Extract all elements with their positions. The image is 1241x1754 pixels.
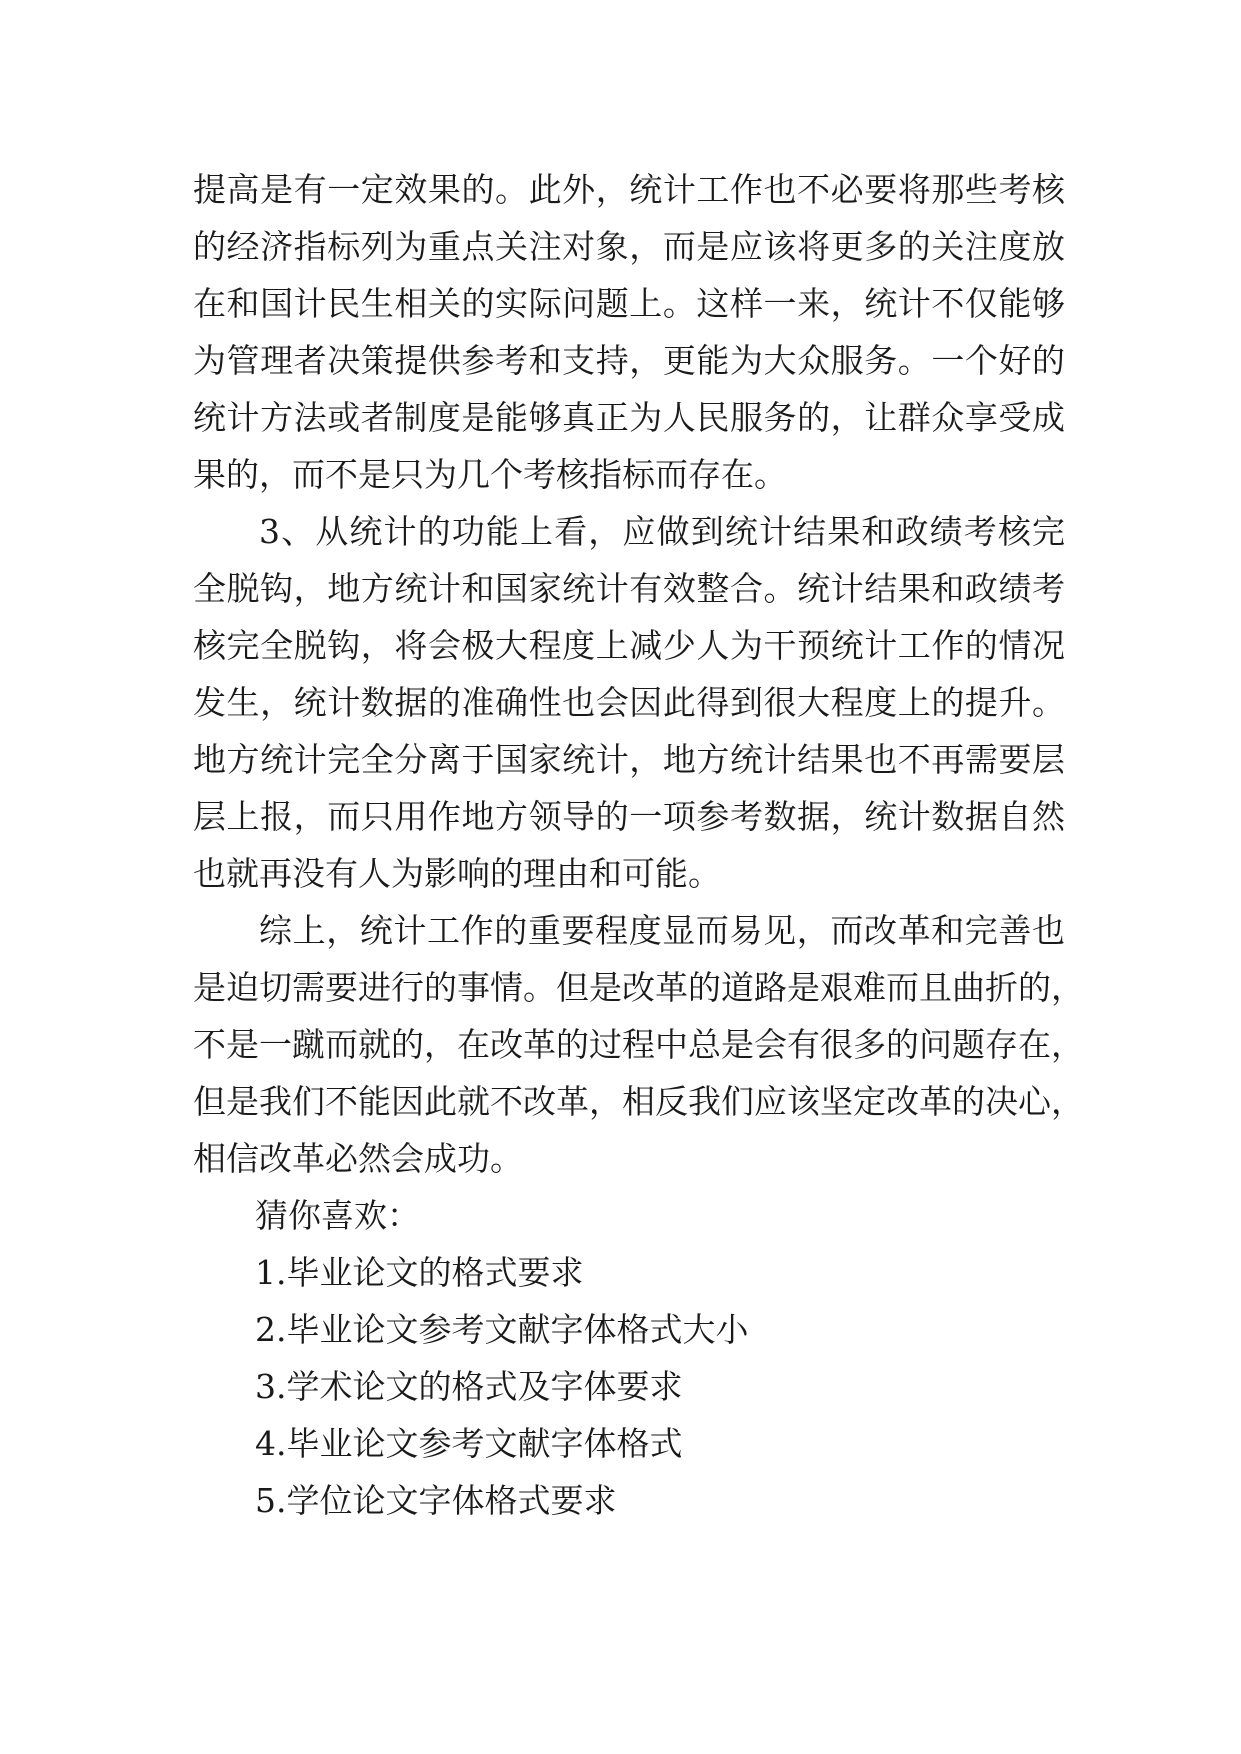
related-link-1[interactable]: 1.毕业论文的格式要求 [255,1253,584,1292]
text-line: 果的，而不是只为几个考核指标而存在。 [193,455,787,494]
text-line: 也就再没有人为影响的理由和可能。 [193,854,721,893]
related-section [193,1187,1065,1529]
paragraph-2 [193,503,1065,902]
text-line: 层上报，而只用作地方领导的一项参考数据，统计数据自然 [193,797,1065,836]
text-line: 为管理者决策提供参考和支持，更能为大众服务。一个好的 [193,341,1065,380]
text-line: 是迫切需要进行的事情。但是改革的道路是艰难而且曲折的， [193,968,1084,1007]
related-link-3[interactable]: 3.学术论文的格式及字体要求 [255,1367,683,1406]
text-line: 3、从统计的功能上看，应做到统计结果和政绩考核完 [259,512,1065,551]
text-line: 相信改革必然会成功。 [193,1139,523,1178]
paragraph-3 [193,902,1084,1187]
document-body [193,161,1084,1529]
related-link-4[interactable]: 4.毕业论文参考文献字体格式 [255,1424,683,1463]
text-line: 核完全脱钩，将会极大程度上减少人为干预统计工作的情况 [193,626,1065,665]
related-heading: 猜你喜欢： [255,1196,420,1235]
text-line: 在和国计民生相关的实际问题上。这样一来，统计不仅能够 [193,284,1065,323]
text-line: 不是一蹴而就的，在改革的过程中总是会有很多的问题存在， [193,1025,1084,1064]
text-line: 统计方法或者制度是能够真正为人民服务的，让群众享受成 [193,398,1065,437]
text-line: 综上，统计工作的重要程度显而易见，而改革和完善也 [259,911,1065,950]
text-line: 全脱钩，地方统计和国家统计有效整合。统计结果和政绩考 [193,569,1065,608]
paragraph-1 [193,161,1065,503]
related-link-2[interactable]: 2.毕业论文参考文献字体格式大小 [255,1310,749,1349]
text-line: 地方统计完全分离于国家统计，地方统计结果也不再需要层 [193,740,1065,779]
related-link-5[interactable]: 5.学位论文字体格式要求 [255,1481,617,1520]
text-line: 的经济指标列为重点关注对象，而是应该将更多的关注度放 [193,227,1065,266]
text-line: 提高是有一定效果的。此外，统计工作也不必要将那些考核 [193,170,1065,209]
text-line: 发生，统计数据的准确性也会因此得到很大程度上的提升。 [193,683,1065,722]
text-line: 但是我们不能因此就不改革，相反我们应该坚定改革的决心， [193,1082,1084,1121]
